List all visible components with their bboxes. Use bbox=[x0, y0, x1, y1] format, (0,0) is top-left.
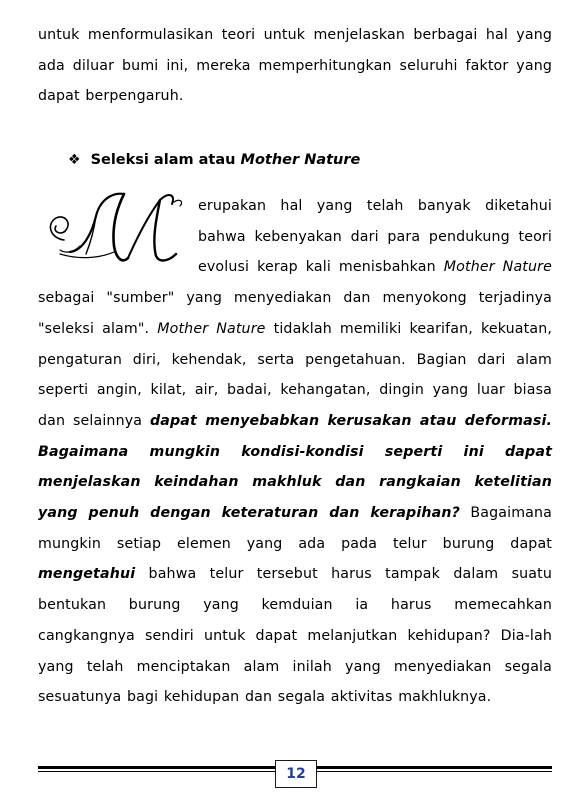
diamond-bullet-icon: ❖ bbox=[68, 152, 81, 168]
body-text-4: Bagaimana mungkin setiap elemen yang ada pada telur burung dapat bbox=[38, 505, 552, 552]
body-italic-mother-nature-2: Mother Nature bbox=[157, 320, 266, 337]
body-emphasis-question: dapat menyebabkan kerusakan atau deformasi. Bagaimana mungkin kondisi-kondisi seperti ini dapat menjelaskan keindahan makhluk dan rangkaian ketelitian yang penuh dengan keteraturan dan kerapihan? bbox=[38, 412, 552, 522]
body-italic-mother-nature-1: Mother Nature bbox=[443, 259, 553, 276]
body-text-5: bahwa telur tersebut harus tampak dalam suatu bentukan burung yang kemduian ia harus memecahkan cangkangnya sendiri untuk dapat melanjutkan kehidupan? Dia-lah yang telah menciptakan alam inilah yang menyediakan segala sesuatunya bagi kehidupan dan segala aktivitas makhluknya. bbox=[38, 566, 552, 706]
section-heading bbox=[68, 152, 360, 168]
heading-text: Seleksi alam atau bbox=[90, 152, 241, 168]
page-number-box bbox=[275, 760, 317, 788]
body-emphasis-mengetahui: mengetahui bbox=[38, 566, 136, 583]
intro-paragraph: untuk menformulasikan teori untuk menjelaskan berbagai hal yang ada diluar bumi ini, mereka memperhitungkan seluruhi faktor yang dapat berpengaruh. bbox=[38, 27, 552, 105]
body-text-3: tidaklah memiliki kearifan, kekuatan, pengaturan diri, kehendak, serta pengetahuan. Bagian dari alam seperti angin, kilat, air, badai, kehangatan, dingin yang luar biasa dan selainnya bbox=[38, 320, 552, 429]
body-text-2: sebagai "sumber" yang menyediakan dan menyokong terjadinya "seleksi alam". bbox=[38, 290, 552, 337]
heading-italic-text: Mother Nature bbox=[240, 152, 361, 168]
page-number: 12 bbox=[286, 766, 306, 782]
body-text-1: erupakan hal yang telah banyak diketahui bahwa kebenyakan dari para pendukung teori evolusi kerap kali menisbahkan bbox=[198, 198, 552, 276]
body-paragraph bbox=[38, 191, 552, 713]
